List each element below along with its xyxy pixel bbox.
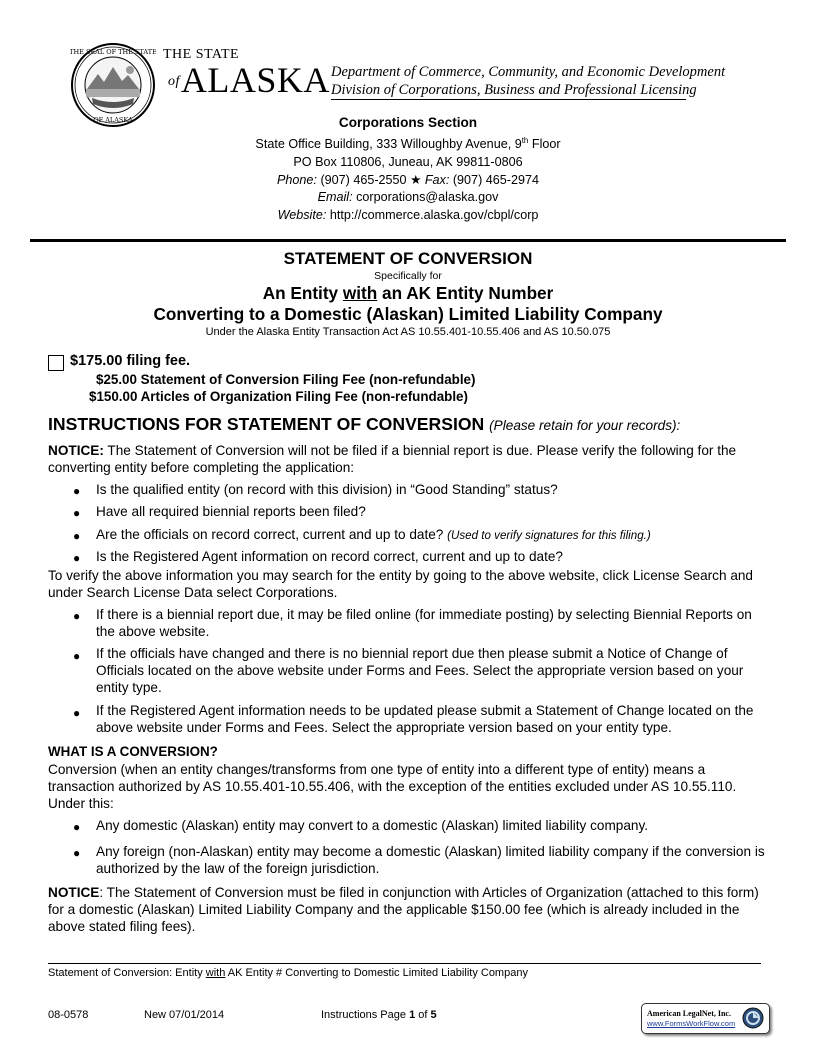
bullet-icon: ● — [73, 649, 81, 663]
legalnet-logo-icon — [742, 1007, 764, 1029]
list-item: Are the officials on record correct, current and up to date? (Used to verify signatures for this filing.) — [96, 527, 651, 542]
filing-fee-checkbox[interactable] — [48, 355, 64, 371]
email-link[interactable]: corporations@alaska.gov — [356, 190, 499, 205]
bullet-icon: ● — [73, 506, 81, 520]
division-name: Division of Corporations, Business and Professional Licensing — [331, 82, 697, 98]
department-divider — [331, 99, 686, 100]
bullet-icon: ● — [73, 846, 81, 860]
footer-title: Statement of Conversion: Entity with AK Entity # Converting to Domestic Limited Liability Company — [48, 967, 528, 979]
address-line-2: PO Box 110806, Juneau, AK 99811-0806 — [293, 154, 523, 169]
list-item: Have all required biennial reports been filed? — [96, 504, 366, 519]
phone-fax-line: Phone: (907) 465-2550 ★ Fax: (907) 465-2974 — [277, 172, 539, 187]
section-title: Corporations Section — [338, 115, 478, 130]
bullet-icon: ● — [73, 706, 81, 720]
svg-text:OF ALASKA: OF ALASKA — [93, 116, 133, 124]
notice-paragraph: NOTICE: The Statement of Conversion will not be filed if a biennial report is due. Please verify the following for the converting entity before completing the application: — [48, 443, 737, 476]
state-name: ALASKA — [180, 60, 330, 100]
fee-conversion: $25.00 Statement of Conversion Filing Fee (non-refundable) — [96, 372, 476, 387]
website-link[interactable]: http://commerce.alaska.gov/cbpl/corp — [329, 208, 539, 223]
list-item: Is the qualified entity (on record with this division) in “Good Standing” status? — [96, 482, 558, 497]
website-line: Website: http://commerce.alaska.gov/cbpl/corp — [277, 208, 539, 223]
list-item: Any domestic (Alaskan) entity may convert to a domestic (Alaskan) limited liability company. — [96, 818, 649, 833]
title-statute: Under the Alaska Entity Transaction Act AS 10.55.401-10.55.406 and AS 10.50.075 — [205, 326, 611, 338]
department-name: Department of Commerce, Community, and Economic Development — [331, 64, 726, 80]
filing-fee-total: $175.00 filing fee. — [70, 353, 191, 369]
legalnet-url[interactable]: www.FormsWorkFlow.com — [647, 1019, 736, 1028]
footer-divider — [48, 963, 761, 964]
bullet-icon: ● — [73, 551, 81, 565]
svg-text:THE SEAL OF THE STATE: THE SEAL OF THE STATE — [70, 48, 156, 56]
department-block — [331, 63, 725, 99]
list-item: If the officials have changed and there is no biennial report due then please submit a Notice of Change of Officials located on the above website under Forms and Fees. Select the appropriate version based on your entity type. — [96, 646, 744, 696]
form-number: 08-0578 — [48, 1009, 89, 1021]
star-icon: ★ — [410, 172, 422, 187]
fee-articles: $150.00 Articles of Organization Filing Fee (non-refundable) — [89, 389, 468, 404]
bullet-icon: ● — [73, 820, 81, 834]
verify-paragraph: To verify the above information you may search for the entity by going to the above website, click License Search and under Search License Data select Corporations. — [48, 568, 753, 601]
alaska-wordmark — [168, 60, 330, 100]
state-label: THE STATE — [163, 47, 240, 62]
list-item: If there is a biennial report due, it may be filed online (for immediate posting) by selecting Biennial Reports on the above website. — [96, 607, 752, 640]
page-title: STATEMENT OF CONVERSION — [283, 249, 533, 268]
list-item: If the Registered Agent information needs to be updated please submit a Statement of Change located on the above website under Forms and Fees. Select the appropriate version based on your entity type. — [96, 703, 754, 736]
bullet-icon: ● — [73, 609, 81, 623]
state-of: of — [168, 74, 180, 89]
legalnet-badge[interactable] — [641, 1003, 770, 1034]
state-seal-icon — [70, 42, 156, 128]
header-divider — [30, 239, 786, 242]
title-subtitle-1: An Entity with an AK Entity Number — [262, 283, 554, 303]
bullet-icon: ● — [73, 484, 81, 498]
email-line: Email: corporations@alaska.gov — [317, 190, 499, 205]
title-specifically: Specifically for — [374, 270, 442, 282]
what-is-conversion-heading: WHAT IS A CONVERSION? — [48, 744, 218, 759]
bullet-icon: ● — [73, 529, 81, 543]
legalnet-name: American LegalNet, Inc. — [647, 1009, 731, 1018]
notice-2-paragraph: NOTICE: The Statement of Conversion must be filed in conjunction with Articles of Organization (attached to this form) for a domestic (Alaskan) Limited Liability Company and the applicable $150.00 fee (which is already included in the above stated filing fees). — [48, 885, 759, 935]
instructions-heading: INSTRUCTIONS FOR STATEMENT OF CONVERSION (Please retain for your records): — [48, 414, 681, 434]
address-line-1: State Office Building, 333 Willoughby Avenue, 9th Floor — [255, 135, 561, 151]
list-item: Is the Registered Agent information on record correct, current and up to date? — [96, 549, 563, 564]
title-block — [30, 248, 786, 339]
contact-block — [150, 114, 666, 225]
page-indicator: Instructions Page 1 of 5 — [321, 1009, 437, 1021]
what-is-conversion-paragraph: Conversion (when an entity changes/transforms from one type of entity into a different type of entity) means a transaction authorized by AS 10.55.401-10.55.406, with the exception of the entities excluded under AS 10.55.110. Under this: — [48, 762, 737, 812]
list-item: Any foreign (non-Alaskan) entity may become a domestic (Alaskan) limited liability company if the conversion is authorized by the law of the foreign jurisdiction. — [96, 844, 765, 877]
form-date: New 07/01/2014 — [144, 1009, 225, 1021]
title-subtitle-2: Converting to a Domestic (Alaskan) Limited Liability Company — [153, 304, 663, 324]
